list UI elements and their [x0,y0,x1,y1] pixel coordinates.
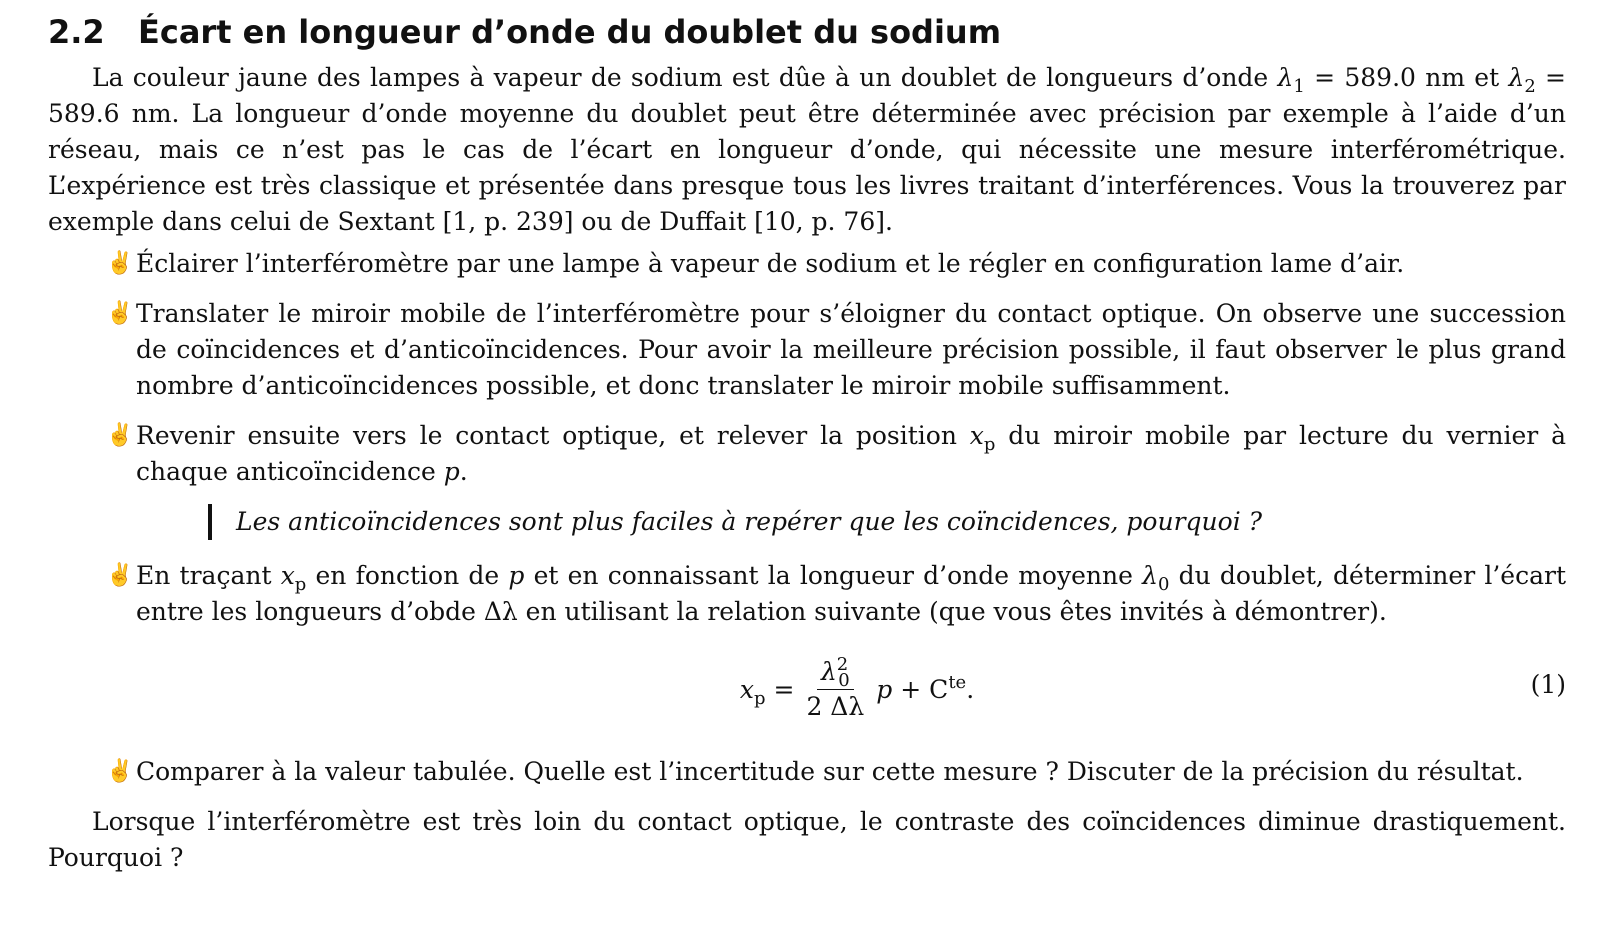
victory-hand-icon: ✌ [106,251,134,276]
intro-paragraph [48,60,1566,240]
equation [48,644,1566,734]
lambda2-sub: 2 [1524,76,1536,97]
list-item [48,296,1566,404]
victory-hand-icon: ✌ [106,423,134,448]
victory-hand-icon: ✌ [106,759,134,784]
document-page [48,10,1566,876]
list-item-text: Éclairer l’interféromètre par une lampe à vapeur de sodium et le régler en configuration lame d’air. [136,249,1405,278]
lambda2-value: = 589.6 nm [48,63,1567,128]
fraction [806,653,865,722]
question-block: Les anticoïncidences sont plus faciles à repérer que les coïncidences, pourquoi ? [208,504,1566,540]
equation-p: p [876,674,893,704]
closing-paragraph: Lorsque l’interféromètre est très loin du contact optique, le contraste des coïncidences diminue drastiquement. Pourquoi ? [48,807,1566,872]
victory-hand-icon: ✌ [106,301,134,326]
p-var: p [443,457,460,486]
instruction-list [48,246,1566,790]
section-title: Écart en longueur d’onde du doublet du sodium [138,13,1002,51]
fraction-denominator: 2 Δλ [806,691,865,721]
list-item-text: Revenir ensuite vers le contact optique, et relever la position $x_p$ du miroir mobile par lecture du vernier à chaque anticoïncidence p. [136,421,1566,486]
section-number: 2.2 [48,13,105,51]
plus-sign: + [900,674,922,704]
equals-sign: = [773,674,795,704]
list-item [48,558,1566,630]
lambda1-value: = 589.0 nm et [1304,63,1509,92]
lambda0-var: λ [1142,561,1158,590]
intro-text-1: La couleur jaune des lampes à vapeur de sodium est dûe à un doublet de longueurs d’onde [92,63,1278,92]
fraction-numerator: $\lambda^2_0$ [817,657,854,690]
lambda1-symbol: λ [1277,63,1294,92]
list-item-text: Comparer à la valeur tabulée. Quelle est l’incertitude sur cette mesure ? Discuter de la précision du résultat. [136,757,1524,786]
lambda2-symbol: λ [1508,63,1525,92]
xp-var: x [969,421,984,450]
equation-lhs: $x_p$ [739,674,766,709]
intro-text-2: . La longueur d’onde moyenne du doublet peut être déterminée avec précision par exemple à l’aide d’un réseau, mais ce n’est pas le cas de l’écart en longueur d’onde, qui nécessite une mesure interférométrique. L’expérience est très classique et présentée dans presque tous les livres traitant d’interférences. Vous la trouverez par exemple dans celui de Sextant [1, p. 239] ou de Duffait [10, p. 76]. [48,99,1566,236]
victory-hand-icon: ✌ [106,563,134,588]
list-item-text: Translater le miroir mobile de l’interféromètre pour s’éloigner du contact optique. On observe une succession de coïncidences et d’anticoïncidences. Pour avoir la meilleure précision possible, il faut observer le plus grand nombre d’anticoïncidences possible, et donc translater le miroir mobile suffisamment. [136,299,1566,400]
equation-body [739,653,975,722]
list-item [48,246,1566,282]
lambda1-sub: 1 [1293,76,1305,97]
list-item [48,754,1566,790]
equation-number: (1) [1530,670,1566,699]
list-item [48,418,1566,490]
xp-var: x [280,561,295,590]
section-heading [48,10,1566,54]
list-item-text: En traçant $x_p$ en fonction de p et en connaissant la longueur d’onde moyenne $\lambda_0$ du doublet, déterminer l’écart entre les longueurs d’obde Δλ en utilisant la relation suivante (que vous êtes invités à démontrer). [136,561,1566,626]
p-var: p [508,561,525,590]
constant: $C^{te}$. [929,671,975,704]
